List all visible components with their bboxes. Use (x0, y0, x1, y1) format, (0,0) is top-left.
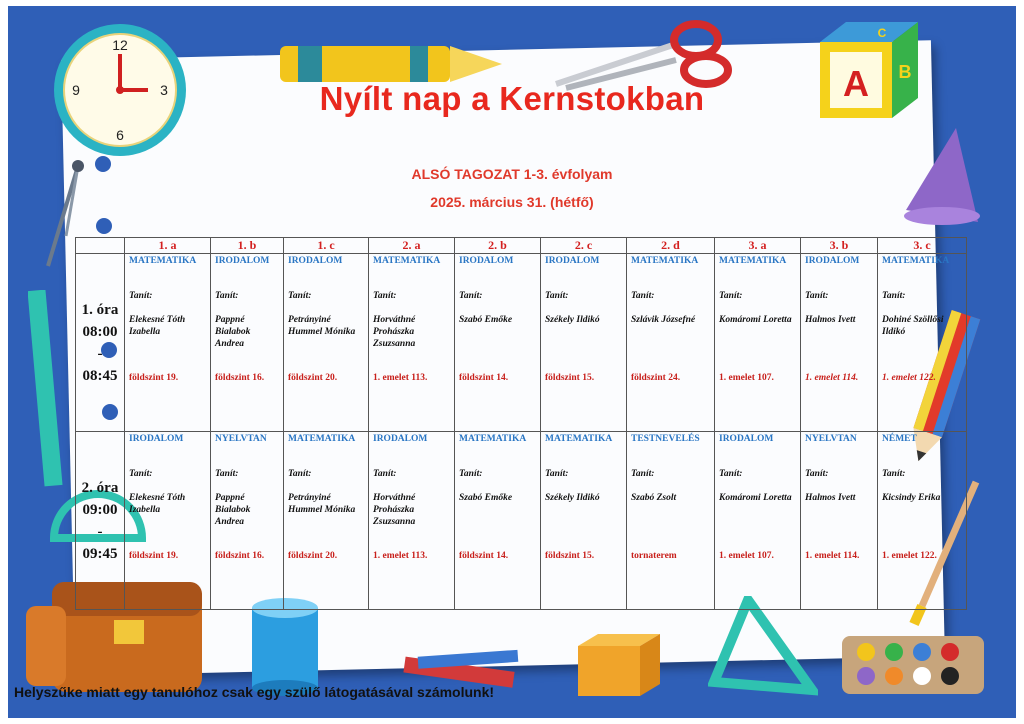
teacher-label: Tanít: (215, 291, 239, 301)
teacher-label: Tanít: (805, 469, 829, 479)
lesson-cell (284, 254, 369, 432)
period-sep: - (97, 523, 103, 540)
period-time-cell (76, 432, 125, 610)
period-row (76, 432, 967, 610)
lesson-cell (715, 254, 801, 432)
teacher-name: Székely Ildikó (545, 315, 600, 325)
class-header: 1. b (211, 238, 284, 254)
teacher-name: Horváthné Prohászka Zsuzsanna (373, 493, 416, 527)
room-location: földszint 19. (129, 373, 179, 383)
lesson-subject: IRODALOM (459, 256, 514, 266)
room-location: földszint 16. (215, 373, 265, 383)
clock-number-6: 6 (116, 127, 124, 143)
lesson-subject: MATEMATIKA (882, 256, 950, 266)
teacher-label: Tanít: (373, 469, 397, 479)
lesson-cell (801, 254, 878, 432)
period-start: 08:00 (82, 323, 118, 340)
block-letter-c: C (877, 26, 887, 40)
grade-subtitle: ALSÓ TAGOZAT 1-3. évfolyam (411, 166, 613, 182)
class-header: 2. a (369, 238, 455, 254)
lesson-subject: NÉMET (882, 434, 917, 444)
clock-number-3: 3 (160, 82, 168, 98)
room-location: földszint 16. (215, 551, 265, 561)
lesson-cell (541, 432, 627, 610)
lesson-subject: IRODALOM (805, 256, 860, 266)
teacher-name: Komáromi Loretta (719, 493, 792, 503)
date-subtitle: 2025. március 31. (hétfő) (430, 194, 594, 210)
lesson-subject: MATEMATIKA (719, 256, 787, 266)
teacher-name: Elekesné Tóth Izabella (129, 315, 186, 337)
teacher-label: Tanít: (545, 291, 569, 301)
room-location: 1. emelet 107. (719, 373, 774, 383)
lesson-cell (455, 432, 541, 610)
room-location: földszint 19. (129, 551, 179, 561)
lesson-cell (878, 432, 967, 610)
cylinder-icon (246, 596, 326, 696)
triangle-ruler-icon (708, 596, 818, 696)
lesson-subject: NYELVTAN (805, 434, 857, 444)
lesson-cell (801, 432, 878, 610)
room-location: földszint 15. (545, 551, 595, 561)
room-location: 1. emelet 107. (719, 551, 774, 561)
class-header: 2. d (627, 238, 715, 254)
teacher-label: Tanít: (288, 469, 312, 479)
teacher-label: Tanít: (288, 291, 312, 301)
teacher-name: Székely Ildikó (545, 493, 600, 503)
period-sep: - (97, 345, 103, 362)
teacher-label: Tanít: (373, 291, 397, 301)
lesson-subject: MATEMATIKA (631, 256, 699, 266)
timetable (75, 237, 967, 610)
room-location: 1. emelet 113. (373, 551, 428, 561)
teacher-label: Tanít: (545, 469, 569, 479)
lesson-cell (211, 254, 284, 432)
room-location: 1. emelet 122. (882, 551, 937, 561)
room-location: 1. emelet 113. (373, 373, 428, 383)
room-location: tornaterem (631, 551, 677, 561)
teacher-label: Tanít: (215, 469, 239, 479)
teacher-label: Tanít: (719, 291, 743, 301)
lesson-cell (878, 254, 967, 432)
class-header: 3. a (715, 238, 801, 254)
class-header-row (76, 238, 967, 254)
lesson-subject: TESTNEVELÉS (631, 434, 700, 444)
class-header: 2. b (455, 238, 541, 254)
lesson-subject: MATEMATIKA (545, 434, 613, 444)
binder-hole (96, 218, 112, 234)
footer-note: Helyszűke miatt egy tanulóhoz csak egy szülő látogatásával számolunk! (14, 684, 495, 700)
paint-palette-icon (838, 632, 988, 698)
class-header: 1. a (125, 238, 211, 254)
lesson-cell (369, 432, 455, 610)
class-header: 3. c (878, 238, 967, 254)
teacher-name: Szlávik Józsefné (631, 315, 696, 325)
lesson-subject: IRODALOM (545, 256, 600, 266)
lesson-subject: MATEMATIKA (373, 256, 441, 266)
room-location: földszint 20. (288, 551, 338, 561)
teacher-name: Pappné Bialabok Andrea (215, 315, 251, 349)
room-location: 1. emelet 114. (805, 373, 859, 383)
lesson-subject: IRODALOM (719, 434, 774, 444)
clock-number-12: 12 (112, 37, 128, 53)
teacher-name: Kicsindy Erika (882, 493, 941, 503)
lesson-cell (715, 432, 801, 610)
class-header: 1. c (284, 238, 369, 254)
teacher-name: Szabó Emőke (459, 315, 513, 325)
teacher-name: Halmos Ivett (805, 315, 856, 325)
teacher-label: Tanít: (631, 291, 655, 301)
room-location: földszint 20. (288, 373, 338, 383)
teacher-name: Petrányiné Hummel Mónika (288, 493, 356, 515)
lesson-subject: IRODALOM (215, 256, 270, 266)
lesson-cell (125, 432, 211, 610)
lesson-cell (627, 432, 715, 610)
teacher-label: Tanít: (719, 469, 743, 479)
corner-cell (76, 238, 125, 254)
period-end: 08:45 (82, 367, 118, 384)
teacher-name: Elekesné Tóth Izabella (129, 493, 186, 515)
teacher-name: Szabó Emőke (459, 493, 513, 503)
room-location: földszint 15. (545, 373, 595, 383)
room-location: földszint 14. (459, 373, 509, 383)
teacher-label: Tanít: (882, 291, 906, 301)
teacher-label: Tanít: (129, 291, 153, 301)
period-end: 09:45 (82, 545, 118, 562)
lesson-subject: IRODALOM (129, 434, 184, 444)
lesson-subject: IRODALOM (288, 256, 343, 266)
lesson-subject: MATEMATIKA (459, 434, 527, 444)
cube-icon (568, 632, 668, 702)
lesson-subject: IRODALOM (373, 434, 428, 444)
teacher-name: Szabó Zsolt (631, 493, 677, 503)
period-row (76, 254, 967, 432)
block-letter-b: B (898, 62, 912, 82)
teacher-name: Petrányiné Hummel Mónika (288, 315, 356, 337)
class-header: 2. c (541, 238, 627, 254)
teacher-name: Dohiné Szöllősi Ildikó (882, 315, 944, 337)
period-label: 2. óra (81, 479, 119, 496)
lesson-cell (211, 432, 284, 610)
page-title: Nyílt nap a Kernstokban (319, 80, 705, 117)
lesson-cell (284, 432, 369, 610)
clock-number-9: 9 (72, 82, 80, 98)
lesson-cell (125, 254, 211, 432)
teacher-name: Pappné Bialabok Andrea (215, 493, 251, 527)
teacher-label: Tanít: (129, 469, 153, 479)
teacher-name: Horváthné Prohászka Zsuzsanna (373, 315, 416, 349)
block-letter-a: A (843, 63, 869, 104)
ruler-icon (28, 290, 68, 490)
lesson-cell (541, 254, 627, 432)
period-time-cell (76, 254, 125, 432)
period-start: 09:00 (82, 501, 118, 518)
teacher-name: Komáromi Loretta (719, 315, 792, 325)
lesson-cell (369, 254, 455, 432)
lesson-subject: NYELVTAN (215, 434, 267, 444)
lesson-subject: MATEMATIKA (288, 434, 356, 444)
teacher-label: Tanít: (631, 469, 655, 479)
room-location: 1. emelet 122. (882, 373, 936, 383)
class-header: 3. b (801, 238, 878, 254)
teacher-label: Tanít: (882, 469, 906, 479)
teacher-label: Tanít: (459, 469, 483, 479)
room-location: földszint 14. (459, 551, 509, 561)
period-label: 1. óra (81, 301, 119, 318)
teacher-name: Halmos Ivett (805, 493, 856, 503)
teacher-label: Tanít: (459, 291, 483, 301)
lesson-cell (627, 254, 715, 432)
room-location: 1. emelet 114. (805, 551, 860, 561)
lesson-subject: MATEMATIKA (129, 256, 197, 266)
room-location: földszint 24. (631, 373, 681, 383)
teacher-label: Tanít: (805, 291, 829, 301)
lesson-cell (455, 254, 541, 432)
